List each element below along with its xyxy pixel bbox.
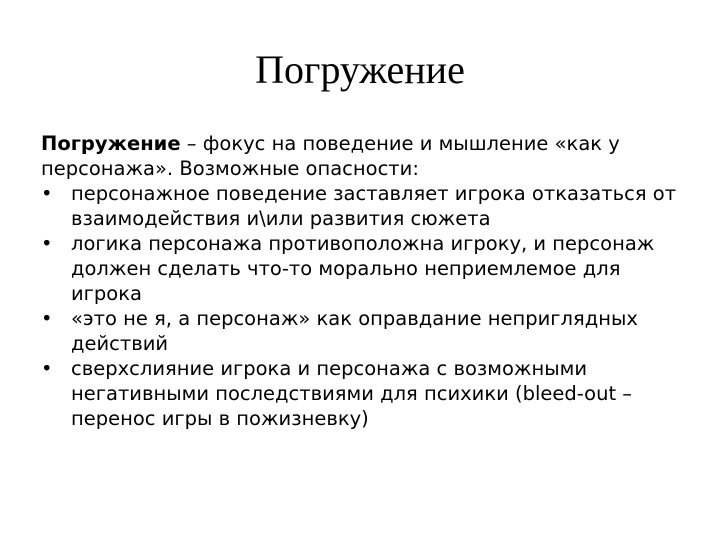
bullet-text: «это не я, а персонаж» как оправдание неприглядных действий	[71, 307, 638, 355]
bullet-icon: •	[41, 232, 53, 255]
bullet-list	[41, 181, 691, 431]
bullet-item	[41, 356, 691, 431]
bullet-text: сверхслияние игрока и персонажа с возможными негативными последствиями для психики (bleed-out – перенос игры в пожизневку)	[71, 357, 633, 430]
intro-text: – фокус на поведение и мышление «как у персонажа». Возможные опасности:	[41, 132, 620, 180]
bullet-icon: •	[41, 307, 53, 330]
bullet-item	[41, 231, 691, 306]
bullet-icon: •	[41, 182, 53, 205]
slide-title: Погружение	[255, 47, 465, 92]
bullet-item	[41, 306, 691, 356]
bullet-text: логика персонажа противоположна игроку, и персонаж должен сделать что-то морально неприемлемое для игрока	[71, 232, 655, 305]
intro-paragraph	[41, 131, 691, 181]
intro-term: Погружение	[41, 132, 181, 155]
bullet-icon: •	[41, 357, 53, 380]
bullet-text: персонажное поведение заставляет игрока отказаться от взаимодействия и\или развития сюжета	[71, 182, 677, 230]
slide-body	[41, 131, 691, 431]
bullet-item	[41, 181, 691, 231]
